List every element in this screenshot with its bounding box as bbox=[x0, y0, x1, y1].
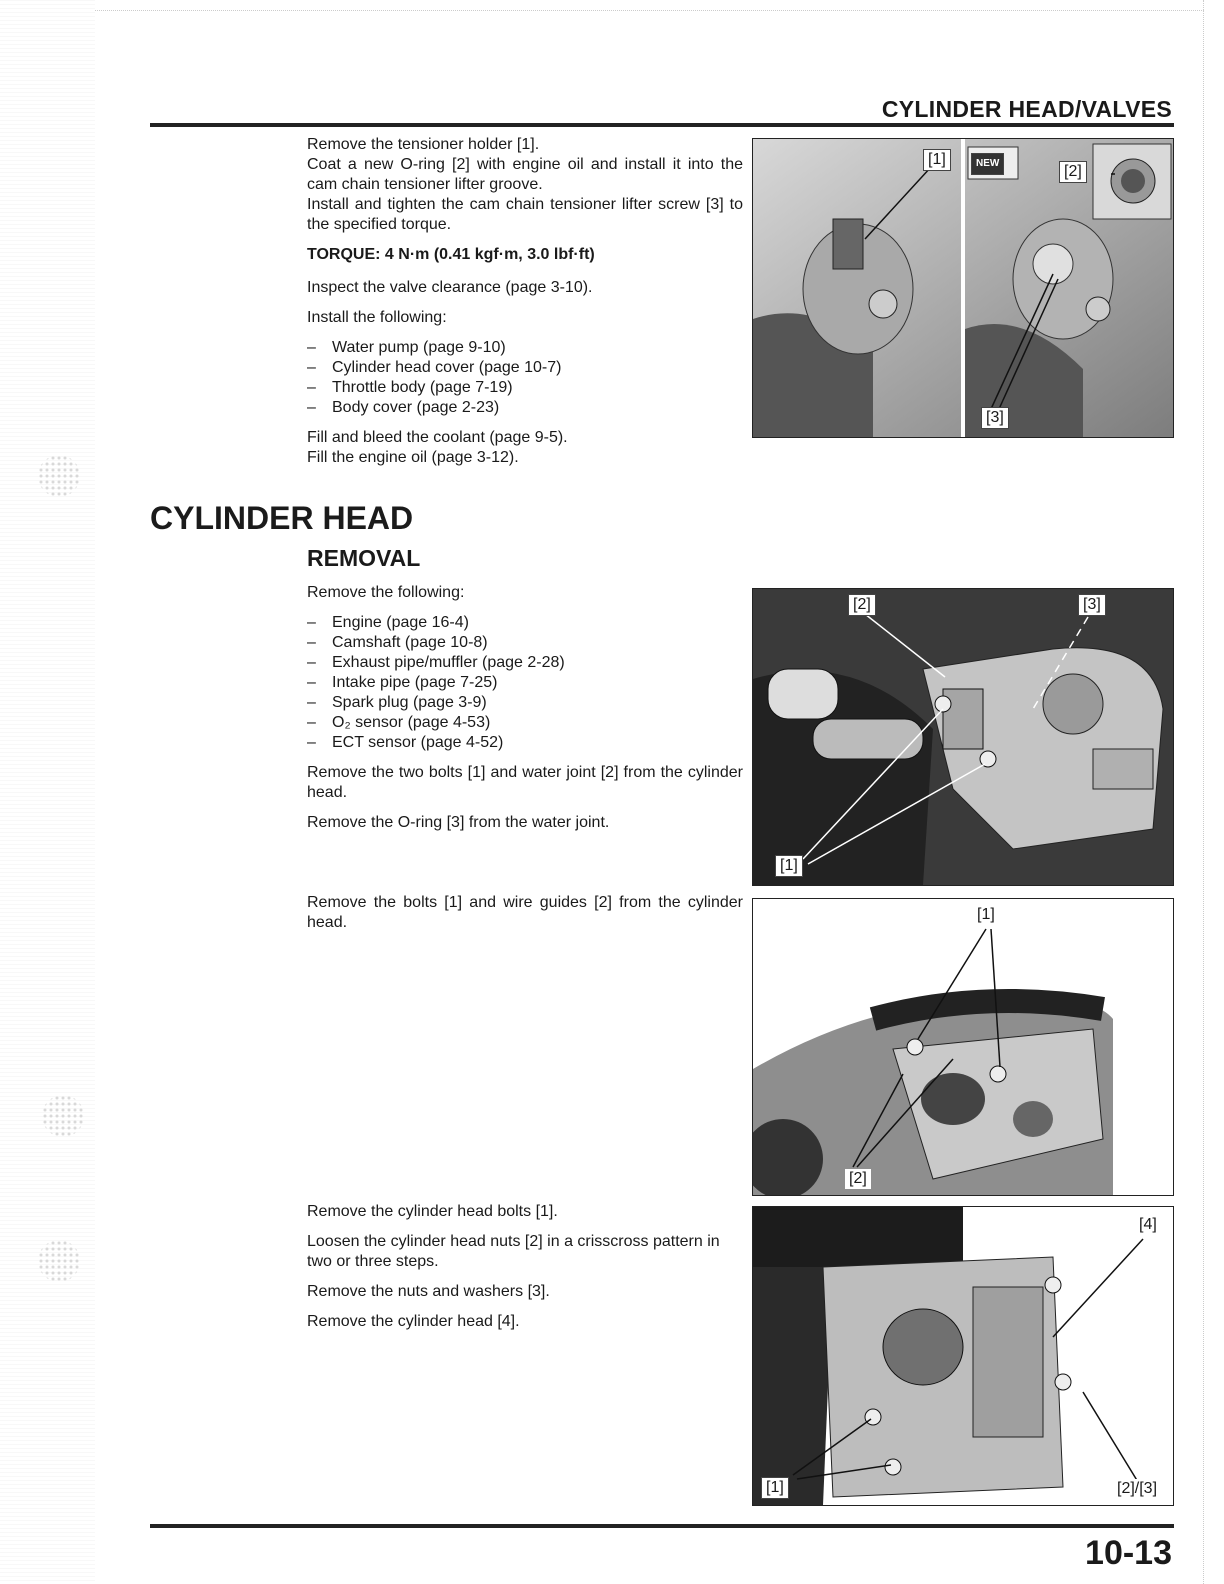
callout-1: [1] bbox=[775, 855, 803, 877]
scan-hole-mark bbox=[38, 1240, 80, 1282]
list-item: – Water pump (page 9-10) bbox=[307, 338, 743, 358]
list-item: – Throttle body (page 7-19) bbox=[307, 378, 743, 398]
inspect-line: Inspect the valve clearance (page 3-10). bbox=[307, 279, 593, 296]
intro-line: Coat a new O-ring [2] with engine oil and install it into the cam chain tensioner lifter groove. bbox=[307, 156, 743, 193]
callout-4: [4] bbox=[1135, 1215, 1161, 1235]
list-item: – Camshaft (page 10-8) bbox=[307, 633, 743, 653]
figure-wire-guides bbox=[752, 898, 1174, 1196]
callout-2: [2] bbox=[848, 594, 876, 616]
callout-1: [1] bbox=[973, 905, 999, 925]
engine-photo-illustration bbox=[753, 589, 1173, 885]
callout-2: [2] bbox=[845, 1169, 871, 1189]
torque-spec: TORQUE: 4 N·m (0.41 kgf·m, 3.0 lbf·ft) bbox=[307, 246, 595, 263]
intro-block bbox=[307, 135, 743, 468]
step-text: Remove the cylinder head bolts [1]. bbox=[307, 1203, 558, 1220]
new-part-icon: NEW bbox=[971, 153, 1004, 175]
footer-rule bbox=[150, 1524, 1174, 1528]
step-text: Remove the nuts and washers [3]. bbox=[307, 1283, 550, 1300]
section-title: CYLINDER HEAD bbox=[150, 500, 414, 536]
intro-line: Remove the tensioner holder [1]. bbox=[307, 136, 540, 153]
list-item: – ECT sensor (page 4-52) bbox=[307, 733, 743, 753]
list-item: – Intake pipe (page 7-25) bbox=[307, 673, 743, 693]
callout-2: [2] bbox=[1059, 161, 1087, 183]
step-text: Remove the two bolts [1] and water joint [2] from the cylinder head. bbox=[307, 764, 743, 801]
header-rule bbox=[150, 123, 1174, 127]
callout-2-3: [2]/[3] bbox=[1113, 1479, 1161, 1499]
page-header-title: CYLINDER HEAD/VALVES bbox=[881, 96, 1172, 122]
scan-margin-right bbox=[1203, 0, 1224, 1584]
list-item: – Engine (page 16-4) bbox=[307, 613, 743, 633]
figure-cylinder-head bbox=[752, 1206, 1174, 1506]
step3-block bbox=[307, 893, 743, 933]
engine-photo-illustration bbox=[753, 1207, 1173, 1505]
step-text: Remove the cylinder head [4]. bbox=[307, 1313, 520, 1330]
callout-3: [3] bbox=[1078, 594, 1106, 616]
head-removal-block bbox=[307, 1202, 743, 1332]
intro-line: Install and tighten the cam chain tensioner lifter screw [3] to the specified torque. bbox=[307, 196, 743, 233]
scan-hole-mark bbox=[42, 1095, 84, 1137]
install-heading: Install the following: bbox=[307, 309, 447, 326]
page-number: 10-13 bbox=[1085, 1534, 1172, 1572]
engine-photo-illustration bbox=[753, 899, 1173, 1195]
figure-tensioner bbox=[752, 138, 1174, 438]
callout-1: [1] bbox=[761, 1477, 789, 1499]
engine-photo-illustration bbox=[753, 139, 1173, 437]
list-item: – O₂ sensor (page 4-53) bbox=[307, 713, 743, 733]
callout-1: [1] bbox=[923, 149, 951, 171]
list-item: – Exhaust pipe/muffler (page 2-28) bbox=[307, 653, 743, 673]
removal-heading: Remove the following: bbox=[307, 584, 465, 601]
callout-3: [3] bbox=[981, 407, 1009, 429]
removal-list bbox=[307, 613, 743, 753]
subsection-title: REMOVAL bbox=[307, 545, 421, 571]
step-text: Loosen the cylinder head nuts [2] in a crisscross pattern in two or three steps. bbox=[307, 1233, 720, 1270]
install-list bbox=[307, 338, 743, 418]
step-text: Remove the O-ring [3] from the water joint. bbox=[307, 814, 610, 831]
fill-line: Fill and bleed the coolant (page 9-5). bbox=[307, 429, 568, 446]
step-text: Remove the bolts [1] and wire guides [2] from the cylinder head. bbox=[307, 894, 743, 931]
list-item: – Body cover (page 2-23) bbox=[307, 398, 743, 418]
list-item: – Cylinder head cover (page 10-7) bbox=[307, 358, 743, 378]
fill-line: Fill the engine oil (page 3-12). bbox=[307, 449, 519, 466]
figure-water-joint bbox=[752, 588, 1174, 886]
removal-block bbox=[307, 583, 743, 833]
scan-hole-mark bbox=[38, 455, 80, 497]
list-item: – Spark plug (page 3-9) bbox=[307, 693, 743, 713]
scan-margin-left bbox=[0, 0, 95, 1584]
scan-top-strip bbox=[95, 0, 1204, 11]
